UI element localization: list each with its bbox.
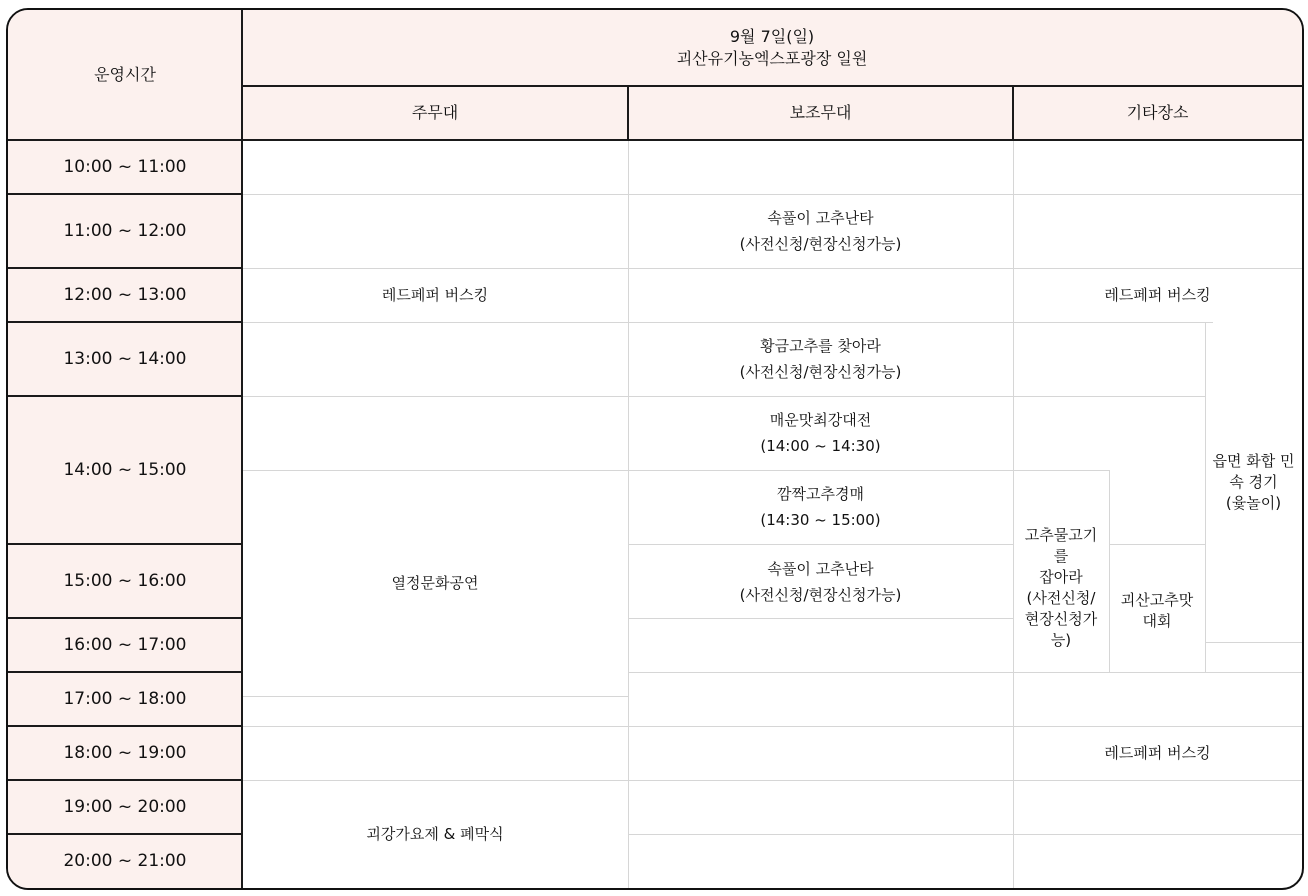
other-taste-event <box>1109 544 1205 672</box>
time-slot <box>8 672 242 726</box>
event-label: 읍면 화합 민 속 경기 (윷놀이) <box>1212 451 1295 512</box>
grid-line <box>8 671 242 673</box>
grid-line <box>8 139 1302 141</box>
grid-line <box>242 470 1109 471</box>
grid-line <box>628 544 1013 545</box>
time-slot-label: 16:00 ~ 17:00 <box>63 635 187 655</box>
grid-line <box>628 140 629 888</box>
sub-stage-header <box>628 86 1013 140</box>
main-stage-busking <box>242 268 628 322</box>
time-slot <box>8 780 242 834</box>
grid-line <box>242 85 1302 87</box>
grid-line <box>8 193 242 195</box>
time-slot <box>8 140 242 194</box>
date-label: 9월 7일(일) <box>729 27 815 46</box>
time-slot <box>8 834 242 888</box>
time-slot <box>8 544 242 618</box>
time-slot <box>8 618 242 672</box>
grid-line <box>242 396 1205 397</box>
time-slot-label: 13:00 ~ 14:00 <box>63 349 187 369</box>
time-slot <box>8 396 242 544</box>
time-column-header-label: 운영시간 <box>94 65 156 84</box>
grid-line <box>8 617 242 619</box>
sub-stage-auction-event <box>628 470 1013 544</box>
grid-line <box>627 86 629 140</box>
sub-stage-golden-event <box>628 322 1013 396</box>
event-label: 매운맛최강대전 (14:00 ~ 14:30) <box>760 411 881 455</box>
grid-line <box>1013 140 1014 888</box>
event-label: 깜짝고추경매 (14:30 ~ 15:00) <box>760 485 881 529</box>
grid-line <box>8 543 242 545</box>
grid-line <box>1109 470 1110 672</box>
grid-line <box>8 833 242 835</box>
other-busking <box>1013 268 1302 322</box>
grid-line <box>242 726 1302 727</box>
grid-line <box>242 322 1213 323</box>
sub-stage-header-label: 보조무대 <box>789 103 852 122</box>
sub-stage-spicy-event <box>628 396 1013 470</box>
grid-line <box>8 779 242 781</box>
main-stage-header <box>242 86 628 140</box>
main-stage-header-label: 주무대 <box>411 103 459 122</box>
event-label: 고추물고기 를 잡아라 (사전신청/ 현장신청가 능) <box>1024 526 1098 649</box>
time-slot-label: 19:00 ~ 20:00 <box>63 797 187 817</box>
event-label: 황금고추를 찾아라 (사전신청/현장신청가능) <box>739 337 902 381</box>
grid-line <box>1205 642 1302 643</box>
time-slot-label: 15:00 ~ 16:00 <box>63 571 187 591</box>
other-fish-event <box>1013 470 1109 672</box>
time-slot-label: 17:00 ~ 18:00 <box>63 689 187 709</box>
time-slot-label: 18:00 ~ 19:00 <box>63 743 187 763</box>
grid-line <box>1012 86 1014 140</box>
main-stage-closing <box>242 780 628 888</box>
grid-line <box>242 268 1302 269</box>
event-label: 열정문화공연 <box>391 574 479 592</box>
main-stage-culture-show <box>242 470 628 696</box>
other-yut-event <box>1205 322 1302 642</box>
time-slot-label: 10:00 ~ 11:00 <box>63 157 187 177</box>
event-label: 속풀이 고추난타 (사전신청/현장신청가능) <box>739 209 902 253</box>
time-slot-label: 20:00 ~ 21:00 <box>63 851 187 871</box>
other-busking <box>1013 726 1302 780</box>
event-label: 레드페퍼 버스킹 <box>1104 744 1211 762</box>
time-slot-label: 11:00 ~ 12:00 <box>63 221 187 241</box>
grid-line <box>242 780 1302 781</box>
grid-line <box>8 267 242 269</box>
time-slot-label: 12:00 ~ 13:00 <box>63 285 187 305</box>
grid-line <box>242 696 628 697</box>
event-label: 레드페퍼 버스킹 <box>381 286 489 304</box>
sub-stage-rhythm-event <box>628 544 1013 618</box>
other-place-header-label: 기타장소 <box>1126 103 1189 122</box>
time-slot <box>8 194 242 268</box>
grid-line <box>1205 322 1206 672</box>
time-slot <box>8 322 242 396</box>
grid-line <box>242 194 1302 195</box>
event-label: 괴산고추맛 대회 <box>1120 591 1194 630</box>
grid-line <box>1109 544 1205 545</box>
grid-line <box>628 834 1302 835</box>
time-column-header <box>8 10 242 140</box>
grid-line <box>8 321 242 323</box>
time-slot <box>8 268 242 322</box>
schedule-table <box>6 8 1304 890</box>
grid-line <box>241 10 243 888</box>
event-label: 괴강가요제 & 폐막식 <box>366 825 504 843</box>
grid-line <box>628 618 1013 619</box>
date-venue-header <box>242 10 1302 86</box>
venue-label: 괴산유기농엑스포광장 일원 <box>676 49 868 68</box>
event-label: 속풀이 고추난타 (사전신청/현장신청가능) <box>739 560 902 604</box>
time-slot <box>8 726 242 780</box>
grid-line <box>8 395 242 397</box>
event-label: 레드페퍼 버스킹 <box>1104 286 1211 304</box>
grid-line <box>628 672 1302 673</box>
time-slot-label: 14:00 ~ 15:00 <box>63 460 187 480</box>
grid-line <box>8 725 242 727</box>
sub-stage-rhythm-event <box>628 194 1013 268</box>
other-place-header <box>1013 86 1302 140</box>
